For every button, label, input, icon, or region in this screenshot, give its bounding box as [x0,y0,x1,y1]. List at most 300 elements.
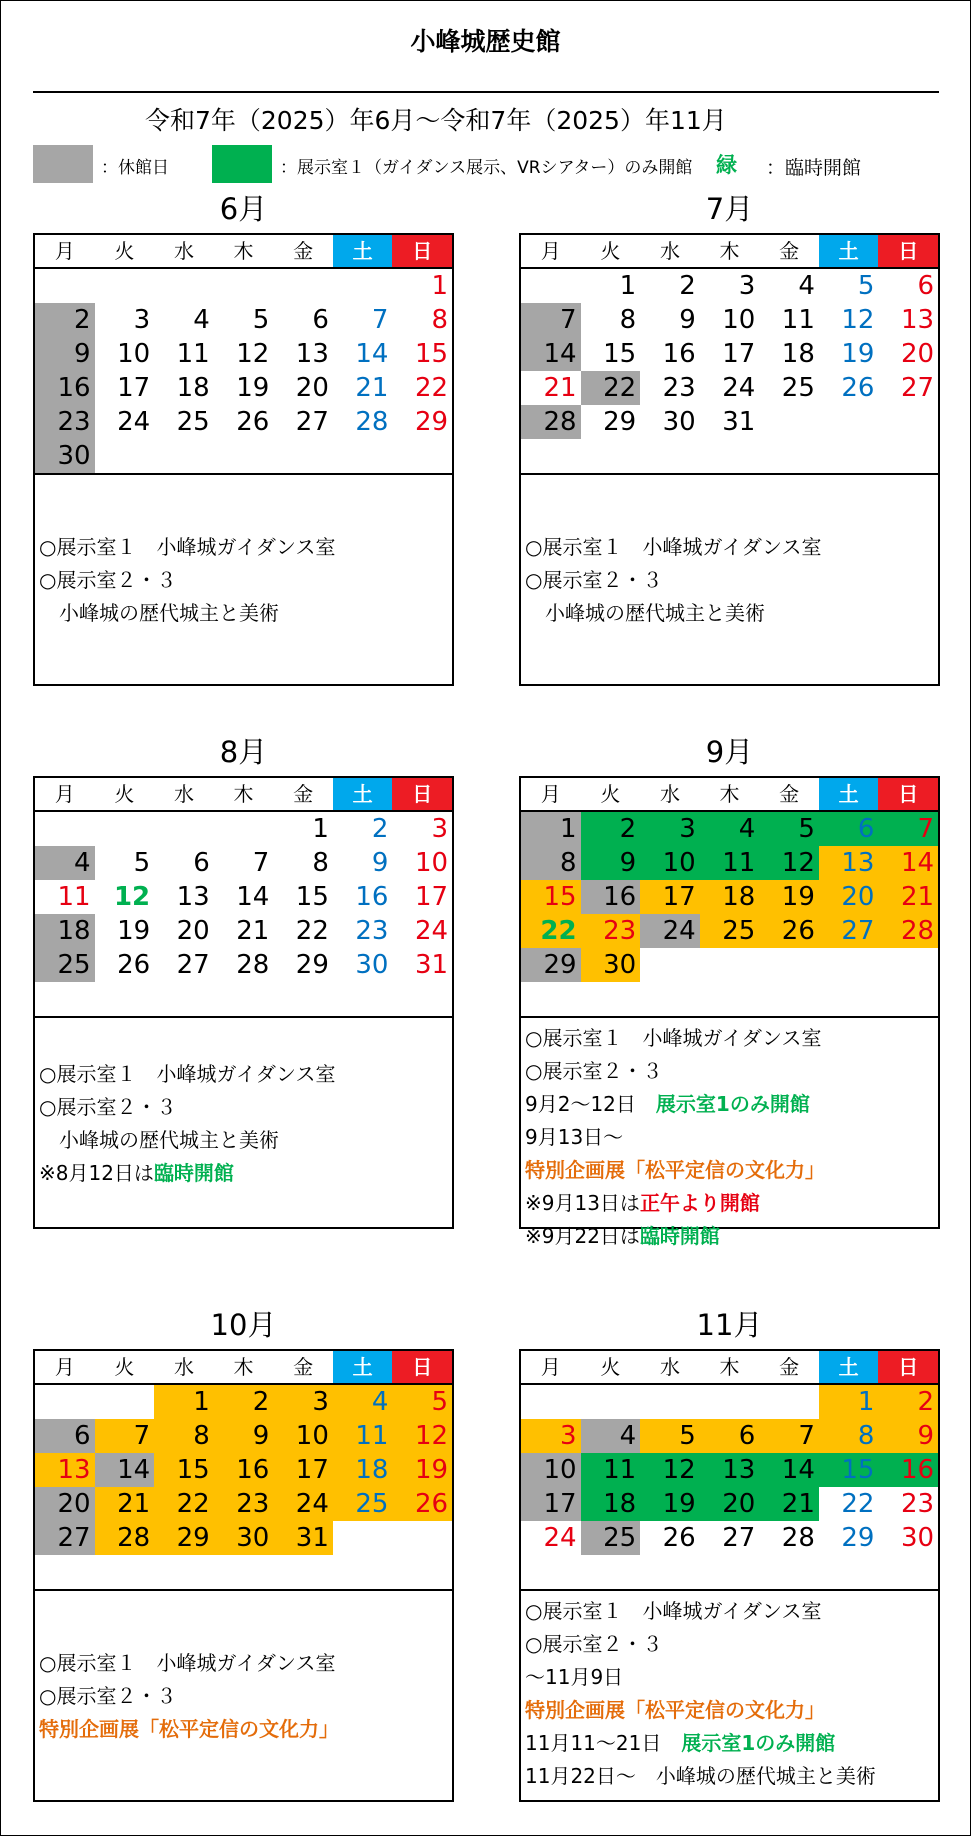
month-notes [35,1018,452,1229]
day-cell: 4 [333,1385,393,1419]
day-cell: 21 [878,880,938,914]
weekday-wed: 水 [659,782,680,806]
month-calendar [519,776,940,1248]
empty-cell [95,982,155,1016]
day-cell: 19 [759,880,819,914]
day-cell: 28 [236,950,270,980]
weekday-mon: 月 [54,239,75,263]
day-cell: 5 [759,812,819,846]
day-cell: 25 [781,373,815,403]
day-cell: 23 [581,914,641,948]
legend [0,145,971,185]
month-calendar [33,233,454,686]
empty-cell [333,269,393,303]
day-cell: 29 [414,407,449,437]
note-text: ○展示室１ 小峰城ガイダンス室 [525,1599,822,1623]
empty-cell [878,405,938,439]
empty-cell [700,439,760,473]
note-line [39,1713,448,1746]
day-cell: 24 [414,916,449,946]
day-cell: 4 [35,846,95,880]
day-cell: 12 [113,882,151,912]
day-cell: 4 [581,1419,641,1453]
weekday-wed: 水 [173,782,194,806]
day-cell: 27 [819,914,879,948]
empty-cell [759,439,819,473]
note-line [525,1088,934,1121]
weekday-sat: 土 [333,778,393,810]
week-row [521,948,938,982]
weekday-fri: 金 [293,239,314,263]
note-line [525,1055,934,1088]
note-text: ※9月13日は [525,1191,640,1215]
day-cell: 9 [878,1419,938,1453]
day-cell: 17 [640,880,700,914]
note-highlight: 臨時開館 [639,1224,720,1248]
week-row [35,914,452,948]
weekday-tue: 火 [114,782,135,806]
week-row [521,982,938,1016]
empty-cell [214,812,274,846]
note-text: ○展示室１ 小峰城ガイダンス室 [39,1061,336,1086]
day-cell: 25 [700,914,760,948]
note-line [39,1058,448,1091]
note-text: 小峰城の歴代城主と美術 [39,601,279,625]
day-cell: 4 [798,271,815,301]
day-cell: 27 [295,407,329,437]
day-cell: 13 [700,1453,760,1487]
empty-cell [640,948,700,982]
day-cell: 3 [133,305,151,335]
empty-cell [581,982,641,1016]
empty-cell [95,269,155,303]
day-cell: 30 [35,439,95,473]
note-line [39,1680,448,1713]
note-line [525,597,934,630]
day-cell: 9 [371,848,389,878]
day-cell: 30 [214,1521,274,1555]
empty-cell [392,1555,452,1589]
empty-cell [878,439,938,473]
month-block [33,728,454,1229]
day-cell: 19 [117,916,151,946]
weekday-sun: 日 [392,235,452,267]
day-cell: 26 [117,950,151,980]
day-cell: 5 [133,848,151,878]
week-row [521,405,938,439]
day-cell: 18 [176,373,210,403]
day-cell: 27 [35,1521,95,1555]
month-block [519,728,940,1248]
weekday-fri: 金 [293,1355,314,1379]
month-calendar [519,233,940,686]
empty-cell [581,1385,641,1419]
weekday-tue: 火 [114,1355,135,1379]
month-notes [521,1591,938,1802]
week-row [521,1487,938,1521]
note-line [525,531,934,564]
note-text: ○展示室２・３ [525,1632,663,1656]
legend-closed-label: ：休館日 [101,158,169,178]
empty-cell [759,1385,819,1419]
day-cell: 20 [900,339,935,369]
day-cell: 12 [392,1419,452,1453]
month-title: 9月 [705,735,754,769]
day-cell: 2 [214,1385,274,1419]
day-cell: 13 [900,305,935,335]
day-cell: 23 [900,1489,935,1519]
weekday-mon: 月 [54,1355,75,1379]
month-block [519,1301,940,1802]
day-cell: 23 [214,1487,274,1521]
day-cell: 2 [679,271,696,301]
day-cell: 25 [176,407,210,437]
day-cell: 14 [95,1453,155,1487]
day-cell: 26 [236,407,270,437]
note-text: 9月2～12日 [525,1092,656,1116]
day-cell: 11 [176,339,210,369]
day-cell: 15 [819,1453,879,1487]
empty-cell [35,982,95,1016]
day-cell: 31 [273,1521,333,1555]
day-cell: 9 [35,337,95,371]
empty-cell [878,1555,938,1589]
empty-cell [759,982,819,1016]
day-cell: 10 [521,1453,581,1487]
empty-cell [214,439,274,473]
day-cell: 26 [841,373,875,403]
day-cell: 3 [640,812,700,846]
empty-cell [640,982,700,1016]
day-cell: 10 [414,848,449,878]
weekday-sat: 土 [819,778,879,810]
weekday-sun: 日 [878,235,938,267]
day-cell: 15 [154,1453,214,1487]
day-cell: 18 [700,880,760,914]
empty-cell [214,269,274,303]
day-cell: 7 [521,303,581,337]
day-cell: 28 [521,405,581,439]
day-cell: 21 [95,1487,155,1521]
week-row [35,303,452,337]
day-cell: 18 [333,1453,393,1487]
weekday-thu: 木 [719,239,740,263]
day-cell: 28 [781,1523,815,1553]
week-row [521,303,938,337]
day-cell: 5 [640,1419,700,1453]
day-cell: 6 [819,812,879,846]
day-cell: 16 [355,882,389,912]
note-text: ○展示室２・３ [39,1094,177,1119]
empty-cell [819,1555,879,1589]
day-cell: 7 [371,305,389,335]
month-block [33,185,454,686]
week-row [521,1419,938,1453]
week-row [521,371,938,405]
empty-cell [95,812,155,846]
day-cell: 16 [662,339,696,369]
day-cell: 29 [603,407,637,437]
month-block [519,185,940,686]
day-cell: 9 [214,1419,274,1453]
month-title: 7月 [705,192,754,226]
weekday-wed: 水 [659,1355,680,1379]
day-cell: 30 [900,1523,935,1553]
empty-cell [154,439,214,473]
week-row [521,1555,938,1589]
note-text: 9月13日～ [525,1125,644,1149]
day-cell: 6 [700,1419,760,1453]
day-cell: 11 [700,846,760,880]
note-text: ○展示室１ 小峰城ガイダンス室 [525,1026,822,1050]
day-cell: 22 [295,916,329,946]
empty-cell [640,1555,700,1589]
empty-cell [759,405,819,439]
day-cell: 28 [95,1521,155,1555]
note-text: ○展示室２・３ [525,568,663,592]
day-cell: 8 [312,848,329,878]
day-cell: 11 [57,882,91,912]
week-row [35,1453,452,1487]
day-cell: 24 [273,1487,333,1521]
note-text: ※9月22日は [525,1224,640,1248]
empty-cell [819,948,879,982]
empty-cell [819,982,879,1016]
empty-cell [35,1385,95,1419]
day-cell: 29 [295,950,329,980]
empty-cell [521,1385,581,1419]
day-cell: 21 [236,916,270,946]
weekday-header [35,235,452,269]
weekday-header [521,778,938,812]
week-grid [521,269,938,475]
day-cell: 13 [176,882,210,912]
week-row [35,1385,452,1419]
day-cell: 16 [35,371,95,405]
day-cell: 24 [722,373,756,403]
day-cell: 31 [414,950,449,980]
day-cell: 2 [371,814,389,844]
day-cell: 6 [35,1419,95,1453]
week-grid [35,1385,452,1591]
month-title: 11月 [696,1308,763,1342]
weekday-thu: 木 [233,782,254,806]
day-cell: 5 [252,305,270,335]
day-cell: 7 [95,1419,155,1453]
empty-cell [819,439,879,473]
day-cell: 16 [581,880,641,914]
month-notes [35,475,452,686]
day-cell: 10 [117,339,151,369]
day-cell: 27 [722,1523,756,1553]
weekday-sun: 日 [878,1351,938,1383]
note-line [525,1187,934,1220]
day-cell: 13 [35,1453,95,1487]
day-cell: 7 [759,1419,819,1453]
day-cell: 14 [759,1453,819,1487]
day-cell: 8 [619,305,637,335]
day-cell: 30 [662,407,696,437]
day-cell: 28 [355,407,389,437]
day-cell: 22 [521,914,581,948]
day-cell: 5 [857,271,875,301]
day-cell: 11 [781,305,815,335]
note-highlight: 展示室1のみ開館 [681,1731,836,1755]
day-cell: 2 [581,812,641,846]
weekday-fri: 金 [779,782,800,806]
empty-cell [95,439,155,473]
note-highlight: 特別企画展「松平定信の文化力」 [525,1698,825,1722]
empty-cell [35,812,95,846]
empty-cell [700,982,760,1016]
day-cell: 20 [700,1487,760,1521]
day-cell: 24 [117,407,151,437]
weekday-tue: 火 [600,1355,621,1379]
legend-special-label: ：臨時開館 [766,157,862,179]
weekday-wed: 水 [173,239,194,263]
week-row [35,1555,452,1589]
day-cell: 15 [414,339,449,369]
page-title: 小峰城歴史館 [410,27,561,56]
day-cell: 21 [543,373,577,403]
day-cell: 13 [295,339,329,369]
note-text: ○展示室２・３ [39,568,177,592]
day-cell: 12 [759,846,819,880]
week-row [35,982,452,1016]
week-row [35,337,452,371]
empty-cell [700,1385,760,1419]
note-line [525,564,934,597]
empty-cell [273,269,333,303]
weekday-header [521,235,938,269]
day-cell: 15 [603,339,637,369]
weekday-sat: 土 [333,1351,393,1383]
day-cell: 7 [252,848,270,878]
day-cell: 8 [819,1419,879,1453]
empty-cell [521,439,581,473]
day-cell: 1 [312,814,329,844]
day-cell: 3 [738,271,756,301]
empty-cell [154,269,214,303]
week-row [521,439,938,473]
week-row [521,269,938,303]
month-calendar [519,1349,940,1802]
weekday-mon: 月 [540,1355,561,1379]
note-line [39,531,448,564]
empty-cell [154,812,214,846]
month-title: 8月 [219,735,268,769]
day-cell: 29 [841,1523,875,1553]
week-row [521,337,938,371]
weekday-sun: 日 [392,778,452,810]
note-line [39,1647,448,1680]
day-cell: 19 [392,1453,452,1487]
weekday-sat: 土 [819,235,879,267]
day-cell: 4 [193,305,210,335]
day-cell: 2 [35,303,95,337]
note-highlight: 正午より開館 [639,1191,760,1215]
day-cell: 14 [878,846,938,880]
weekday-mon: 月 [540,239,561,263]
day-cell: 6 [312,305,329,335]
day-cell: 12 [640,1453,700,1487]
note-highlight: 臨時開館 [153,1160,234,1185]
weekday-tue: 火 [600,782,621,806]
day-cell: 20 [295,373,329,403]
day-cell: 10 [273,1419,333,1453]
week-row [521,812,938,846]
day-cell: 17 [273,1453,333,1487]
day-cell: 28 [878,914,938,948]
empty-cell [581,1555,641,1589]
week-row [35,1521,452,1555]
empty-cell [819,405,879,439]
day-cell: 20 [819,880,879,914]
day-cell: 4 [700,812,760,846]
day-cell: 19 [841,339,875,369]
note-highlight: 展示室1のみ開館 [655,1092,810,1116]
empty-cell [333,1521,393,1555]
note-line [525,1661,934,1727]
empty-cell [521,269,581,303]
week-row [35,371,452,405]
note-text: 11月11～21日 [525,1731,682,1755]
empty-cell [214,982,274,1016]
day-cell: 10 [640,846,700,880]
note-text: 11月22日～ 小峰城の歴代城主と美術 [525,1764,876,1788]
note-line [525,1121,934,1187]
day-cell: 13 [819,846,879,880]
empty-cell [273,982,333,1016]
day-cell: 3 [521,1419,581,1453]
week-grid [35,812,452,1018]
week-row [35,439,452,473]
weekday-mon: 月 [540,782,561,806]
period-text: 令和7年（2025）年6月～令和7年（2025）年11月 [145,106,727,135]
legend-closed-swatch [33,145,93,183]
day-cell: 30 [355,950,389,980]
day-cell: 11 [581,1453,641,1487]
day-cell: 9 [581,846,641,880]
month-calendar [33,1349,454,1802]
weekday-header [35,1351,452,1385]
day-cell: 18 [781,339,815,369]
note-line [39,1157,448,1190]
empty-cell [392,1521,452,1555]
weekday-sun: 日 [878,778,938,810]
day-cell: 17 [414,882,449,912]
day-cell: 1 [619,271,637,301]
week-row [35,1487,452,1521]
day-cell: 19 [640,1487,700,1521]
empty-cell [95,1555,155,1589]
day-cell: 15 [295,882,329,912]
empty-cell [273,1555,333,1589]
day-cell: 1 [154,1385,214,1419]
month-title: 6月 [219,192,268,226]
day-cell: 1 [521,812,581,846]
day-cell: 19 [236,373,270,403]
weekday-thu: 木 [719,1355,740,1379]
empty-cell [95,1385,155,1419]
week-row [521,1453,938,1487]
weekday-header [35,778,452,812]
weekday-fri: 金 [779,1355,800,1379]
day-cell: 16 [214,1453,274,1487]
note-text: 小峰城の歴代城主と美術 [39,1127,279,1152]
day-cell: 7 [878,812,938,846]
empty-cell [581,439,641,473]
